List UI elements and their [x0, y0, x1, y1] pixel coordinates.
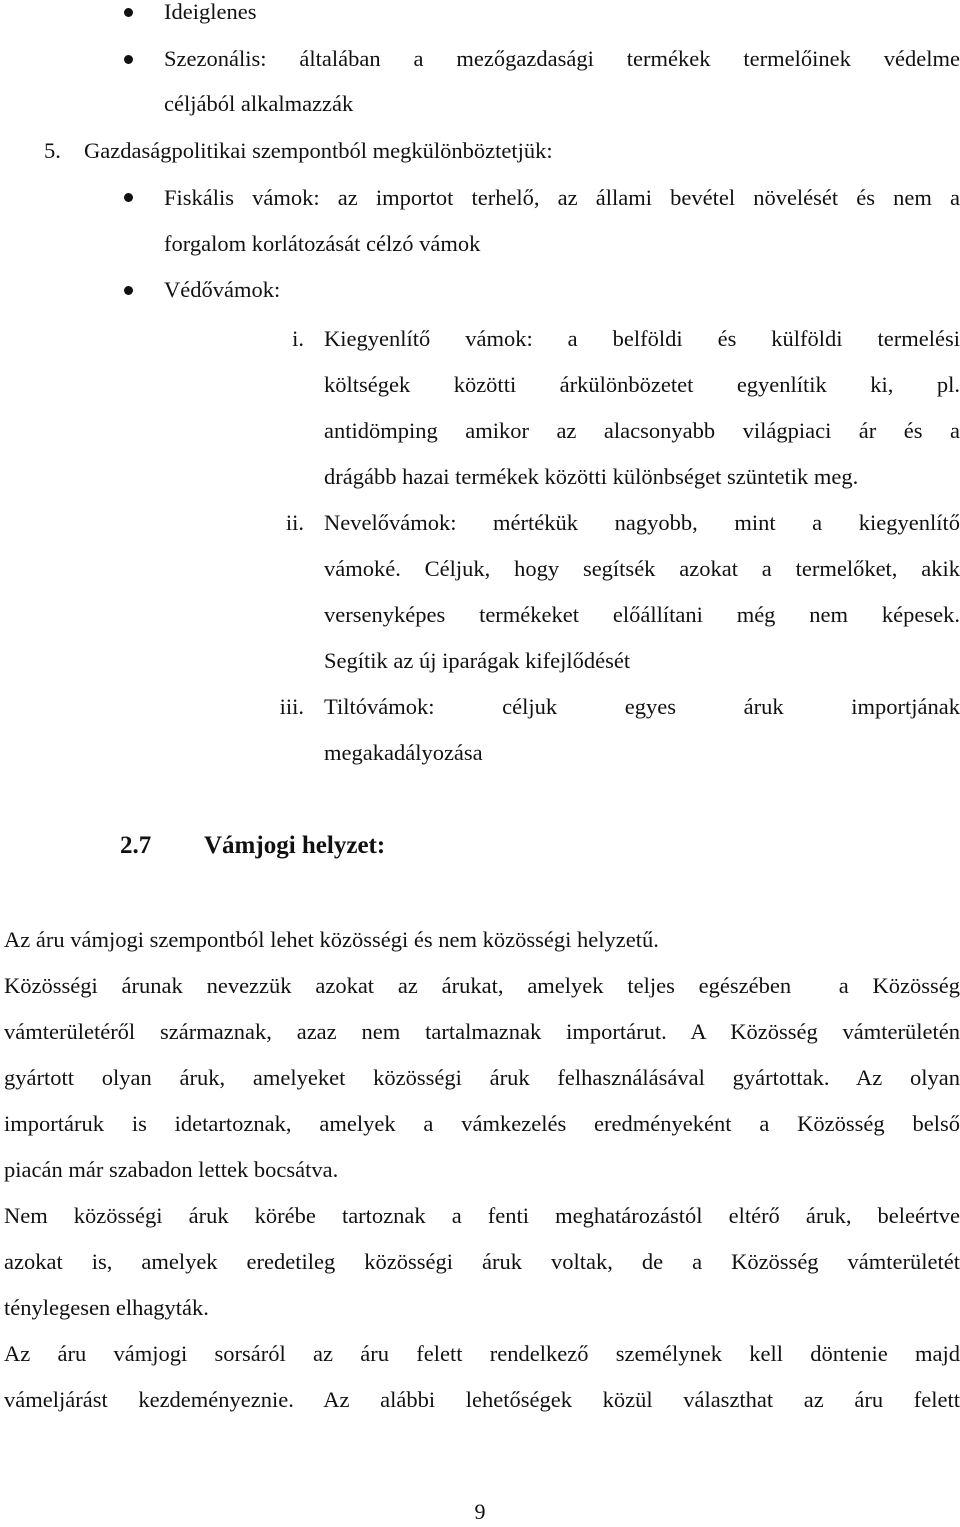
page-number: 9	[474, 1499, 486, 1524]
body-line-2: Közösségi árunak nevezzük azokat az árukat, amelyek teljes egészében a Közösség	[4, 973, 960, 998]
list-item-fiskalis-cont: forgalom korlátozását célzó vámok	[164, 231, 481, 256]
bullet-icon	[124, 193, 133, 202]
roman-i-line-2: költségek közötti árkülönbözetet egyenlítik ki, pl.	[324, 372, 960, 397]
roman-ii-line-3: versenyképes termékeket előállítani még nem képesek.	[324, 602, 960, 627]
body-line-8: azokat is, amelyek eredetileg közösségi áruk voltak, de a Közösség vámterületét	[4, 1249, 960, 1274]
roman-marker-ii: ii.	[285, 510, 304, 535]
roman-ii-line-4: Segítik az új iparágak kifejlődését	[324, 648, 631, 673]
roman-iii-line-1: Tiltóvámok: céljuk egyes áruk importjának	[324, 694, 960, 719]
roman-marker-i: i.	[292, 326, 304, 351]
body-line-9: ténylegesen elhagyták.	[4, 1295, 209, 1320]
body-line-11: vámeljárást kezdeményeznie. Az alábbi lehetőségek közül választhat az áru felett	[4, 1387, 960, 1412]
roman-ii-line-2: vámoké. Céljuk, hogy segítsék azokat a termelőket, akik	[324, 556, 960, 581]
roman-i-line-1: Kiegyenlítő vámok: a belföldi és külföldi termelési	[324, 326, 960, 351]
list-item-szezonalis-cont: céljából alkalmazzák	[164, 91, 354, 116]
body-line-6: piacán már szabadon lettek bocsátva.	[4, 1157, 339, 1182]
body-line-4: gyártott olyan áruk, amelyeket közösségi áruk felhasználásával gyártottak. Az olyan	[4, 1065, 960, 1090]
body-line-7: Nem közösségi áruk körébe tartoznak a fenti meghatározástól eltérő áruk, beleértve	[4, 1203, 960, 1228]
point-5-text: Gazdaságpolitikai szempontból megkülönböztetjük:	[84, 138, 553, 163]
section-title: Vámjogi helyzet:	[204, 832, 386, 859]
bullet-icon	[124, 8, 133, 17]
body-line-3: vámterületéről származnak, azaz nem tartalmaznak importárut. A Közösség vámterületén	[4, 1019, 960, 1044]
roman-iii-line-2: megakadályozása	[324, 740, 483, 765]
point-5-number: 5.	[44, 138, 61, 163]
roman-i-line-3: antidömping amikor az alacsonyabb világpiaci ár és a	[324, 418, 960, 443]
roman-marker-iii: iii.	[279, 694, 304, 719]
list-item-vedovamok: Védővámok:	[164, 277, 281, 302]
body-line-1: Az áru vámjogi szempontból lehet közösségi és nem közösségi helyzetű.	[4, 927, 659, 952]
bullet-icon	[124, 55, 133, 64]
bullet-icon	[124, 286, 133, 295]
list-item-ideiglenes: Ideiglenes	[164, 0, 257, 24]
body-line-5: importáruk is idetartoznak, amelyek a vámkezelés eredményeként a Közösség belső	[4, 1111, 960, 1136]
roman-ii-line-1: Nevelővámok: mértékük nagyobb, mint a kiegyenlítő	[324, 510, 960, 535]
body-line-10: Az áru vámjogi sorsáról az áru felett rendelkező személynek kell döntenie majd	[4, 1341, 960, 1366]
roman-i-line-4: drágább hazai termékek közötti különbséget szüntetik meg.	[324, 464, 859, 489]
list-item-fiskalis: Fiskális vámok: az importot terhelő, az állami bevétel növelését és nem a	[164, 185, 960, 210]
section-heading	[120, 826, 385, 866]
list-item-szezonalis: Szezonális: általában a mezőgazdasági termékek termelőinek védelme	[164, 46, 960, 71]
section-number: 2.7	[120, 832, 152, 859]
